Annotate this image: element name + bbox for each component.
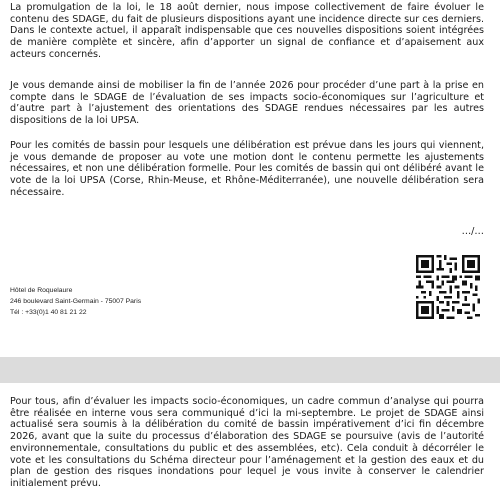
qr-code-icon	[416, 255, 480, 319]
paragraph-promulgation: La promulgation de la loi, le 18 août dernier, nous impose collectivement de faire évoluer le contenu des SDAGE, du fait de plusieurs dispositions ayant une incidence directe sur ces derniers. Dans le contexte actuel, il apparaît indispensable que ces nouvelles dispositions soient intégrées de manière complète et sincère, afin d’apporter un signal de confiance et d’apaisement aux acteurs concernés.	[10, 2, 484, 60]
paragraph-comites-de-bassin: Pour les comités de bassin pour lesquels une délibération est prévue dans les jours qui viennent, je vous demande de proposer au vote une motion dont le contenu permette les ajustements nécessaires, et non une délibération formelle. Pour les comités de bassin qui ont délibéré avant le vote de la loi UPSA (Corse, Rhin-Meuse, et Rhône-Méditerranée), une nouvelle délibération sera nécessaire.	[10, 140, 484, 198]
address-line-building: Hôtel de Roquelaure	[10, 287, 73, 294]
sender-address	[10, 286, 141, 318]
paragraph-cadre-commun: Pour tous, afin d’évaluer les impacts socio-économiques, un cadre commun d’analyse qui pourra être réalisée en interne vous sera communiqué d’ici la mi-septembre. Le projet de SDAGE ainsi actualisé sera soumis à la délibération du comité de bassin impérativement d’ici fin décembre 2026, avant que la suite du processus d’élaboration des SDAGE se poursuive (avis de l’autorité environnementale, consultations du public et des assemblées, etc). Cela conduit à décorréler le vote et les consultations du Schéma directeur pour l’aménagement et la gestion des eaux et du plan de gestion des risques inondations pour lequel je vous invite à conserver le calendrier initialement prévu.	[10, 396, 484, 489]
paragraph-mobilisation: Je vous demande ainsi de mobiliser la fin de l’année 2026 pour procéder d’une part à la prise en compte dans le SDAGE de l’évaluation de ses impacts socio-économiques sur l’agriculture et d’autre part à l’ajustement des orientations des SDAGE rendues nécessaires par les autres dispositions de la loi UPSA.	[10, 80, 484, 127]
continuation-mark: …/…	[461, 226, 484, 237]
page-separator	[0, 357, 500, 383]
address-line-phone: Tél : +33(0)1 40 81 21 22	[10, 308, 87, 316]
address-line-street: 246 boulevard Saint-Germain - 75007 Paris	[10, 297, 142, 305]
